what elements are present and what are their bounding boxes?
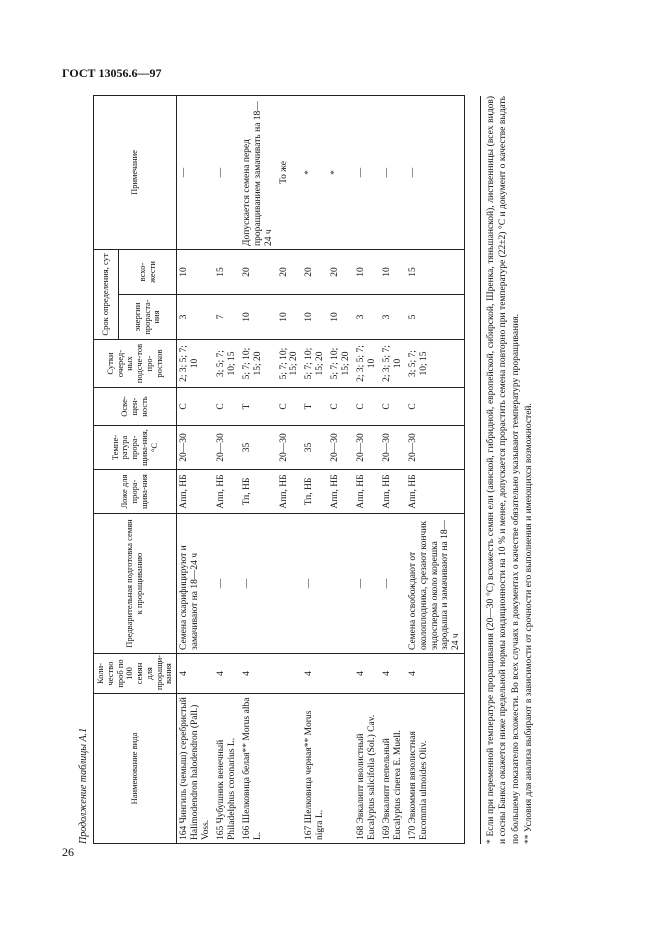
cell-prep: — (214, 514, 240, 654)
cell-energy: 7 (214, 295, 240, 340)
cell-name (328, 694, 354, 844)
cell-count: 4 (354, 654, 380, 694)
cell-light: С (328, 388, 354, 426)
cell-name: 164 Чингиль (чемыш) серебристый Halimodendron halodendron (Pall.) Voss. (177, 694, 214, 844)
cell-energy: 10 (240, 295, 277, 340)
cell-bed: Апп, НБ (380, 470, 406, 514)
germination-table (93, 95, 465, 844)
col-header-name: Наименование вида (94, 694, 177, 844)
cell-count: 4 (240, 654, 277, 694)
document-header: ГОСТ 13056.6—97 (62, 66, 162, 80)
cell-light: Т (240, 388, 277, 426)
cell-energy: 10 (302, 295, 328, 340)
cell-energy: 3 (354, 295, 380, 340)
col-header-germ: всхо-жести (119, 249, 177, 294)
cell-temp: 20—30 (328, 426, 354, 470)
cell-energy: 10 (277, 295, 303, 340)
cell-note: — (214, 95, 240, 249)
col-header-prep: Предварительная подготовка семян к проращиванию (94, 514, 177, 654)
cell-germ: 20 (277, 249, 303, 294)
footnotes (480, 96, 536, 844)
cell-note: То же (277, 95, 303, 249)
cell-prep: — (302, 514, 328, 654)
cell-light: С (406, 388, 465, 426)
cell-note: Допускается семена перед проращиванием замачивать на 18—24 ч (240, 95, 277, 249)
cell-germ: 15 (406, 249, 465, 294)
col-header-bed: Ложе для прора-щива-ния (94, 470, 177, 514)
cell-germ: 20 (240, 249, 277, 294)
cell-bed: Апп, НБ (177, 470, 214, 514)
col-header-light: Осве-щен-ность (94, 388, 177, 426)
cell-count (328, 654, 354, 694)
table-row (177, 95, 214, 843)
cell-temp: 20—30 (406, 426, 465, 470)
col-header-term: Срок определения, сут (94, 249, 119, 339)
cell-energy: 5 (406, 295, 465, 340)
cell-days: 2; 3; 5; 7; 10 (354, 340, 380, 388)
cell-days: 5; 7; 10; 15; 20 (240, 340, 277, 388)
cell-bed: Апп, НБ (354, 470, 380, 514)
cell-name: 165 Чубушник венечный Philadelphus coronarius L. (214, 694, 240, 844)
cell-germ: 10 (380, 249, 406, 294)
table-row (328, 95, 354, 843)
cell-bed: Апп, НБ (406, 470, 465, 514)
cell-days: 3; 5; 7; 10; 15 (214, 340, 240, 388)
cell-name (277, 694, 303, 844)
cell-count: 4 (380, 654, 406, 694)
cell-days: 2; 3; 5; 7; 10 (177, 340, 214, 388)
cell-count: 4 (177, 654, 214, 694)
table-row (214, 95, 240, 843)
cell-bed: Тп, НБ (302, 470, 328, 514)
cell-prep (277, 514, 303, 654)
cell-temp: 20—30 (277, 426, 303, 470)
table-row (302, 95, 328, 843)
cell-energy: 3 (380, 295, 406, 340)
cell-name: 169 Эвкалипт пепельный Eucalyptus cinerea E. Muell. (380, 694, 406, 844)
cell-count: 4 (214, 654, 240, 694)
cell-temp: 20—30 (354, 426, 380, 470)
col-header-energy: энергии прораста-ния (119, 295, 177, 340)
cell-prep: Семена скарифицируют и замачивают на 18—24 ч (177, 514, 214, 654)
table-row (277, 95, 303, 843)
cell-note: — (177, 95, 214, 249)
cell-light: С (277, 388, 303, 426)
cell-energy: 3 (177, 295, 214, 340)
table-row (380, 95, 406, 843)
cell-note: — (380, 95, 406, 249)
cell-germ: 20 (302, 249, 328, 294)
col-header-days: Сутки очеред-ных подсче-тов про-ростков (94, 340, 177, 388)
table-continuation-caption: Продолжение таблицы А.1 (78, 727, 89, 844)
cell-note: * (328, 95, 354, 249)
cell-bed: Апп, НБ (214, 470, 240, 514)
col-header-temp: Темпе-ратура прора-щива-ния, °С (94, 426, 177, 470)
cell-temp: 35 (240, 426, 277, 470)
cell-light: С (354, 388, 380, 426)
cell-germ: 15 (214, 249, 240, 294)
cell-temp: 20—30 (214, 426, 240, 470)
table-row (354, 95, 380, 843)
table-row (406, 95, 465, 843)
cell-germ: 20 (328, 249, 354, 294)
table-row (240, 95, 277, 843)
col-header-note: Примечание (94, 95, 177, 249)
cell-prep: — (354, 514, 380, 654)
rotated-content (78, 96, 556, 844)
rotated-table-area (78, 96, 556, 844)
cell-note: — (406, 95, 465, 249)
cell-name: 167 Шелковица черная** Morus nigra L. (302, 694, 328, 844)
cell-name: 170 Эвкоммия вязолистная Eucommia ulmoides Oliv. (406, 694, 465, 844)
cell-light: С (380, 388, 406, 426)
cell-count: 4 (406, 654, 465, 694)
col-header-count: Коли-чество проб по 100 семян для проращи-вания (94, 654, 177, 694)
cell-name: 168 Эвкалипт иволистный Eucalyptus salicifolia (Sol.) Cav. (354, 694, 380, 844)
cell-temp: 20—30 (380, 426, 406, 470)
cell-prep: — (380, 514, 406, 654)
cell-count: 4 (302, 654, 328, 694)
cell-days: 5; 7; 10; 15; 20 (277, 340, 303, 388)
table-body (177, 95, 465, 843)
cell-days: 5; 7; 10; 15; 20 (328, 340, 354, 388)
cell-days: 5; 7; 10; 15; 20 (302, 340, 328, 388)
page-number: 26 (62, 845, 74, 859)
cell-light: С (177, 388, 214, 426)
cell-germ: 10 (354, 249, 380, 294)
cell-bed: Апп, НБ (328, 470, 354, 514)
cell-prep: Семена освобождают от околоплодника, срезают кончик эндосперма около корешка зародыша и замачивают на 18—24 ч (406, 514, 465, 654)
cell-bed: Апп, НБ (277, 470, 303, 514)
cell-note: — (354, 95, 380, 249)
cell-prep (328, 514, 354, 654)
cell-days: 2; 3; 5; 7; 10 (380, 340, 406, 388)
cell-days: 3; 5; 7; 10; 15 (406, 340, 465, 388)
cell-note: * (302, 95, 328, 249)
cell-name: 166 Шелковица белая** Morus alba L. (240, 694, 277, 844)
cell-energy: 10 (328, 295, 354, 340)
cell-temp: 35 (302, 426, 328, 470)
footnote-1: * Если при переменной температуре проращивания (20—30 °С) всхожесть семян ели (аянской, гибридной, европейской, сибирской, Шренка, тяньшанской), лиственницы (всех видов) и сосны Банкса окажется ниже предельной нормы кондиционности на 10 % и менее, допускается прорастить семена повторно при температуре (22±2) °С и документ о качестве выдать по большему показателю всхожести. Во всех случаях в документах о качестве обязательно указывают температуру проращивания. (486, 96, 521, 844)
cell-germ: 10 (177, 249, 214, 294)
cell-bed: Тп, НБ (240, 470, 277, 514)
cell-prep: — (240, 514, 277, 654)
cell-count (277, 654, 303, 694)
cell-light: С (214, 388, 240, 426)
cell-temp: 20—30 (177, 426, 214, 470)
cell-light: Т (302, 388, 328, 426)
footnote-2: ** Условия для анализа выбирают в зависимости от срочности его выполнения и имеющихся возможностей. (524, 403, 535, 844)
